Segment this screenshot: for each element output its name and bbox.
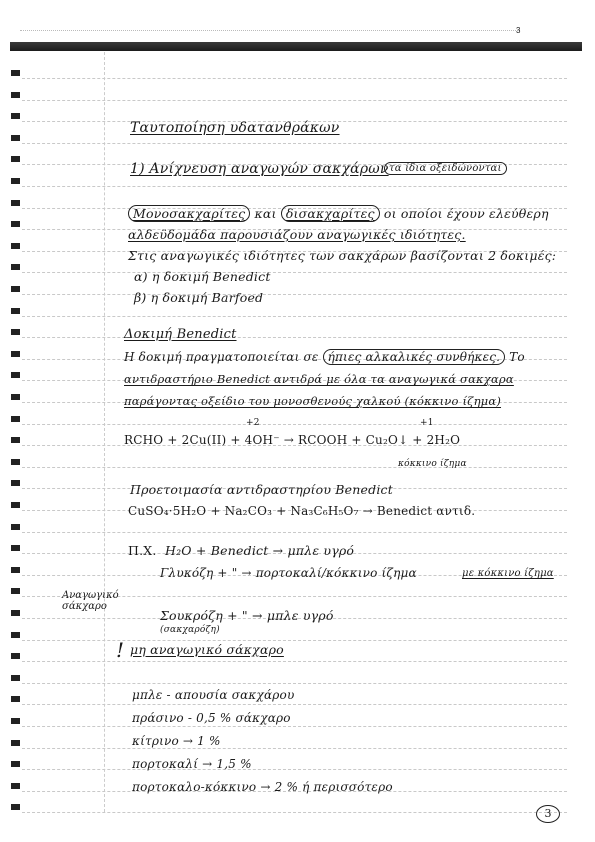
example-water: H₂O + Benedict → μπλε υγρό — [165, 543, 355, 558]
section1-aside: τα ίδια οξειδώνονται — [384, 162, 507, 175]
benedict-line2: αντιδραστήριο Benedict αντιδρά με όλα τα αναγωγικά σακχαρα — [124, 372, 514, 386]
ruled-line — [22, 769, 567, 770]
binding-hole — [11, 329, 20, 335]
margin-line — [104, 52, 105, 812]
side-note-line1: Αναγωγικό — [62, 590, 119, 601]
preparation-equation: CuSO₄·5H₂O + Na₂CO₃ + Na₃C₆H₅O₇ → Benedict αντιδ. — [128, 504, 476, 518]
scale-item-blue: μπλε - απουσία σακχάρου — [132, 688, 295, 702]
binding-hole — [11, 243, 20, 249]
example-sucrose: Σουκρόζη + " → μπλε υγρό — [160, 608, 334, 623]
binding-hole — [11, 221, 20, 227]
ruled-line — [22, 316, 567, 317]
ruled-line — [22, 748, 567, 749]
and-word: και — [254, 206, 277, 221]
binding-hole — [11, 632, 20, 638]
benedict-equation: RCHO + 2Cu(II) + 4OH⁻ → RCOOH + Cu₂O↓ + 2H₂O — [124, 433, 461, 447]
binding-hole — [11, 70, 20, 76]
section1-line2: αλδεϋδομάδα παρουσιάζουν αναγωγικές ιδιότητες. — [128, 227, 466, 242]
section1-heading: 1) Ανίχνευση αναγωγών σακχάρων — [130, 161, 389, 177]
binding-hole — [11, 459, 20, 465]
benedict-line1 — [124, 350, 525, 364]
section1-line1-tail: οι οποίοι έχουν ελεύθερη — [383, 206, 549, 221]
ruled-line — [22, 704, 567, 705]
ruled-line — [22, 532, 567, 533]
binding-hole — [11, 804, 20, 810]
ruled-line — [22, 186, 567, 187]
binding-hole — [11, 394, 20, 400]
ruled-line — [22, 467, 567, 468]
binding-hole — [11, 696, 20, 702]
binding-hole — [11, 416, 20, 422]
oxidation-state-cu-ii: +2 — [246, 418, 260, 428]
binding-hole — [11, 178, 20, 184]
binding-hole — [11, 524, 20, 530]
section1-line3: Στις αναγωγικές ιδιότητες των σακχάρων βασίζονται 2 δοκιμές: — [128, 248, 557, 263]
item-benedict: α) η δοκιμή Benedict — [134, 269, 271, 284]
ruled-line — [22, 424, 567, 425]
oxidation-state-cu-i: +1 — [420, 418, 434, 428]
benedict-line1-c: Το — [509, 350, 525, 364]
exclamation-mark: ! — [116, 638, 125, 662]
ruled-line — [22, 294, 567, 295]
page-number-circled: 3 — [536, 805, 560, 823]
side-note-line2: σάκχαρο — [62, 601, 107, 612]
example-intro: Π.Χ. — [128, 543, 157, 558]
scale-item-green: πράσινο - 0,5 % σάκχαρο — [132, 711, 291, 725]
binding-hole — [11, 372, 20, 378]
binding-hole — [11, 351, 20, 357]
benedict-line3: παράγοντας οξείδιο του μονοσθενούς χαλκού (κόκκινο ίζημα) — [124, 394, 502, 408]
top-binding-bar — [10, 42, 582, 51]
ruled-line — [22, 143, 567, 144]
precipitate-label: κόκκινο ίζημα — [398, 459, 467, 469]
binding-hole — [11, 156, 20, 162]
example-glucose-tail: με κόκκινο ίζημα — [462, 568, 554, 579]
binding-hole — [11, 653, 20, 659]
ruled-line — [22, 812, 567, 813]
binding-hole — [11, 308, 20, 314]
binding-hole — [11, 567, 20, 573]
ruled-line — [22, 661, 567, 662]
binding-hole — [11, 783, 20, 789]
side-note-reducing — [62, 590, 119, 612]
binding-hole — [11, 588, 20, 594]
preparation-heading: Προετοιμασία αντιδραστηρίου Benedict — [130, 482, 393, 497]
ruled-line — [22, 726, 567, 727]
ruled-line — [22, 683, 567, 684]
example-glucose: Γλυκόζη + " → πορτοκαλί/κόκκινο ίζημα — [160, 566, 417, 580]
monosaccharides-word: Μονοσακχαρίτες — [128, 205, 250, 222]
binding-hole — [11, 718, 20, 724]
ruled-line — [22, 78, 567, 79]
ruled-line — [22, 100, 567, 101]
binding-hole — [11, 502, 20, 508]
ruled-line — [22, 640, 567, 641]
binding-hole — [11, 135, 20, 141]
section1-line1 — [128, 206, 549, 221]
sucrose-note: (σακχαρόζη) — [160, 625, 220, 635]
non-reducing-label: μη αναγωγικό σάκχαρο — [130, 642, 284, 657]
ruled-line — [22, 337, 567, 338]
binding-hole — [11, 761, 20, 767]
top-dotted-rule — [20, 30, 520, 31]
binding-hole — [11, 610, 20, 616]
scale-item-red: πορτοκαλο-κόκκινο → 2 % ή περισσότερο — [132, 780, 393, 794]
page-number-top: 3 — [516, 26, 521, 35]
binding-hole — [11, 286, 20, 292]
binding-hole — [11, 480, 20, 486]
binding-hole — [11, 113, 20, 119]
binding-hole — [11, 675, 20, 681]
item-barfoed: β) η δοκιμή Barfoed — [134, 290, 264, 305]
binding-hole — [11, 92, 20, 98]
benedict-line1-a: Η δοκιμή πραγματοποιείται σε — [124, 350, 319, 364]
binding-hole — [11, 545, 20, 551]
mild-alkaline-conditions: ήπιες αλκαλικές συνθήκες. — [323, 349, 506, 365]
disaccharides-word: δισακχαρίτες — [281, 205, 380, 222]
scale-item-yellow: κίτρινο → 1 % — [132, 734, 221, 748]
binding-hole — [11, 437, 20, 443]
binding-hole — [11, 200, 20, 206]
page-title: Ταυτοποίηση υδατανθράκων — [130, 120, 340, 136]
scale-item-orange: πορτοκαλί → 1,5 % — [132, 757, 252, 771]
binding-hole — [11, 740, 20, 746]
binding-hole — [11, 264, 20, 270]
ruled-line — [22, 272, 567, 273]
benedict-heading: Δοκιμή Benedict — [124, 327, 237, 342]
